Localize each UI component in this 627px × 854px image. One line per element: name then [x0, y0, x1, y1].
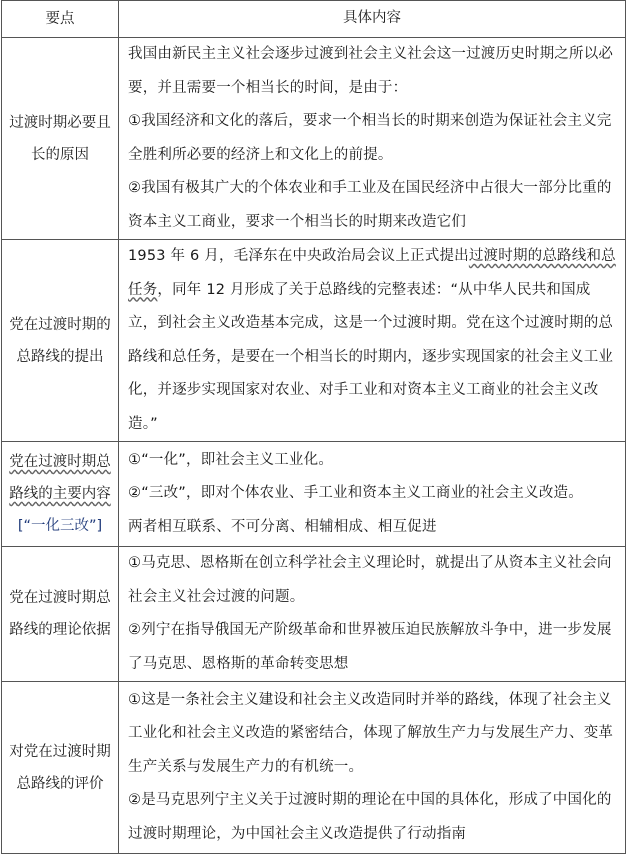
row-key-note: [“一化三改”] [17, 518, 103, 534]
row-content [119, 547, 626, 682]
table-row [2, 682, 626, 854]
content-line: ②我国有极其广大的个体农业和手工业及在国民经济中占很大一部分比重的资本主义工商业，要求一个相当长的时期来改造它们 [128, 180, 612, 230]
content-line: ①马克思、恩格斯在创立科学社会主义理论时，就提出了从资本主义社会向社会主义社会过渡的问题。 [128, 555, 612, 605]
row-key: 对党在过渡时期总路线的评价 [2, 682, 119, 854]
content-line: ①这是一条社会主义建设和社会主义改造同时并举的路线，体现了社会主义工业化和社会主义改造的紧密结合，体现了解放生产力与发展生产力、变革生产关系与发展生产力的有机统一。 [128, 691, 614, 775]
table-row [2, 240, 626, 442]
header-content: 具体内容 [119, 1, 626, 38]
row-content [119, 240, 626, 442]
row-key [2, 442, 119, 547]
table-header-row [2, 1, 626, 38]
underlined-text: 过渡时期的总路线和总任务 [128, 248, 616, 298]
content-text: 1953 年 6 月，毛泽东在中央政治局会议上正式提出 [128, 248, 469, 264]
table-row [2, 38, 626, 240]
row-content [119, 442, 626, 547]
row-content [119, 38, 626, 240]
content-line: ②“三改”，即对个体农业、手工业和资本主义工商业的社会主义改造。 [128, 485, 583, 502]
row-content [119, 682, 626, 854]
row-key: 党在过渡时期总路线的理论依据 [2, 547, 119, 682]
row-key: 过渡时期必要且长的原因 [2, 38, 119, 240]
row-key: 党在过渡时期的总路线的提出 [2, 240, 119, 442]
table-row [2, 547, 626, 682]
content-line: 我国由新民主主义社会逐步过渡到社会主义社会这一过渡历史时期之所以必要，并且需要一个相当长的时间，是由于： [128, 46, 614, 96]
content-line: ①“一化”，即社会主义工业化。 [128, 451, 334, 468]
summary-table [1, 0, 626, 854]
content-line: ②列宁在指导俄国无产阶级革命和世界被压迫民族解放斗争中，进一步发展了马克思、恩格斯的革命转变思想 [128, 622, 612, 672]
content-line: 两者相互联系、不可分离、相辅相成、相互促进 [128, 518, 437, 535]
content-line: ②是马克思列宁主义关于过渡时期的理论在中国的具体化，形成了中国化的过渡时期理论，为中国社会主义改造提供了行动指南 [128, 792, 612, 842]
content-line: ①我国经济和文化的落后，要求一个相当长的时期来创造为保证社会主义完全胜利所必要的经济上和文化上的前提。 [128, 113, 612, 163]
header-key: 要点 [2, 1, 119, 38]
table-row [2, 442, 626, 547]
row-key-text: 党在过渡时期总路线的主要内容 [9, 454, 111, 502]
content-text: ，同年 12 月形成了关于总路线的完整表述：“从中华人民共和国成立，到社会主义改造基本完成，这是一个过渡时期。党在这个过渡时期的总路线和总任务，是要在一个相当长的时期内，逐步实现国家的社会主义工业化，并逐步实现国家对农业、对手工业和对资本主义工商业的社会主义改造。” [128, 281, 614, 432]
